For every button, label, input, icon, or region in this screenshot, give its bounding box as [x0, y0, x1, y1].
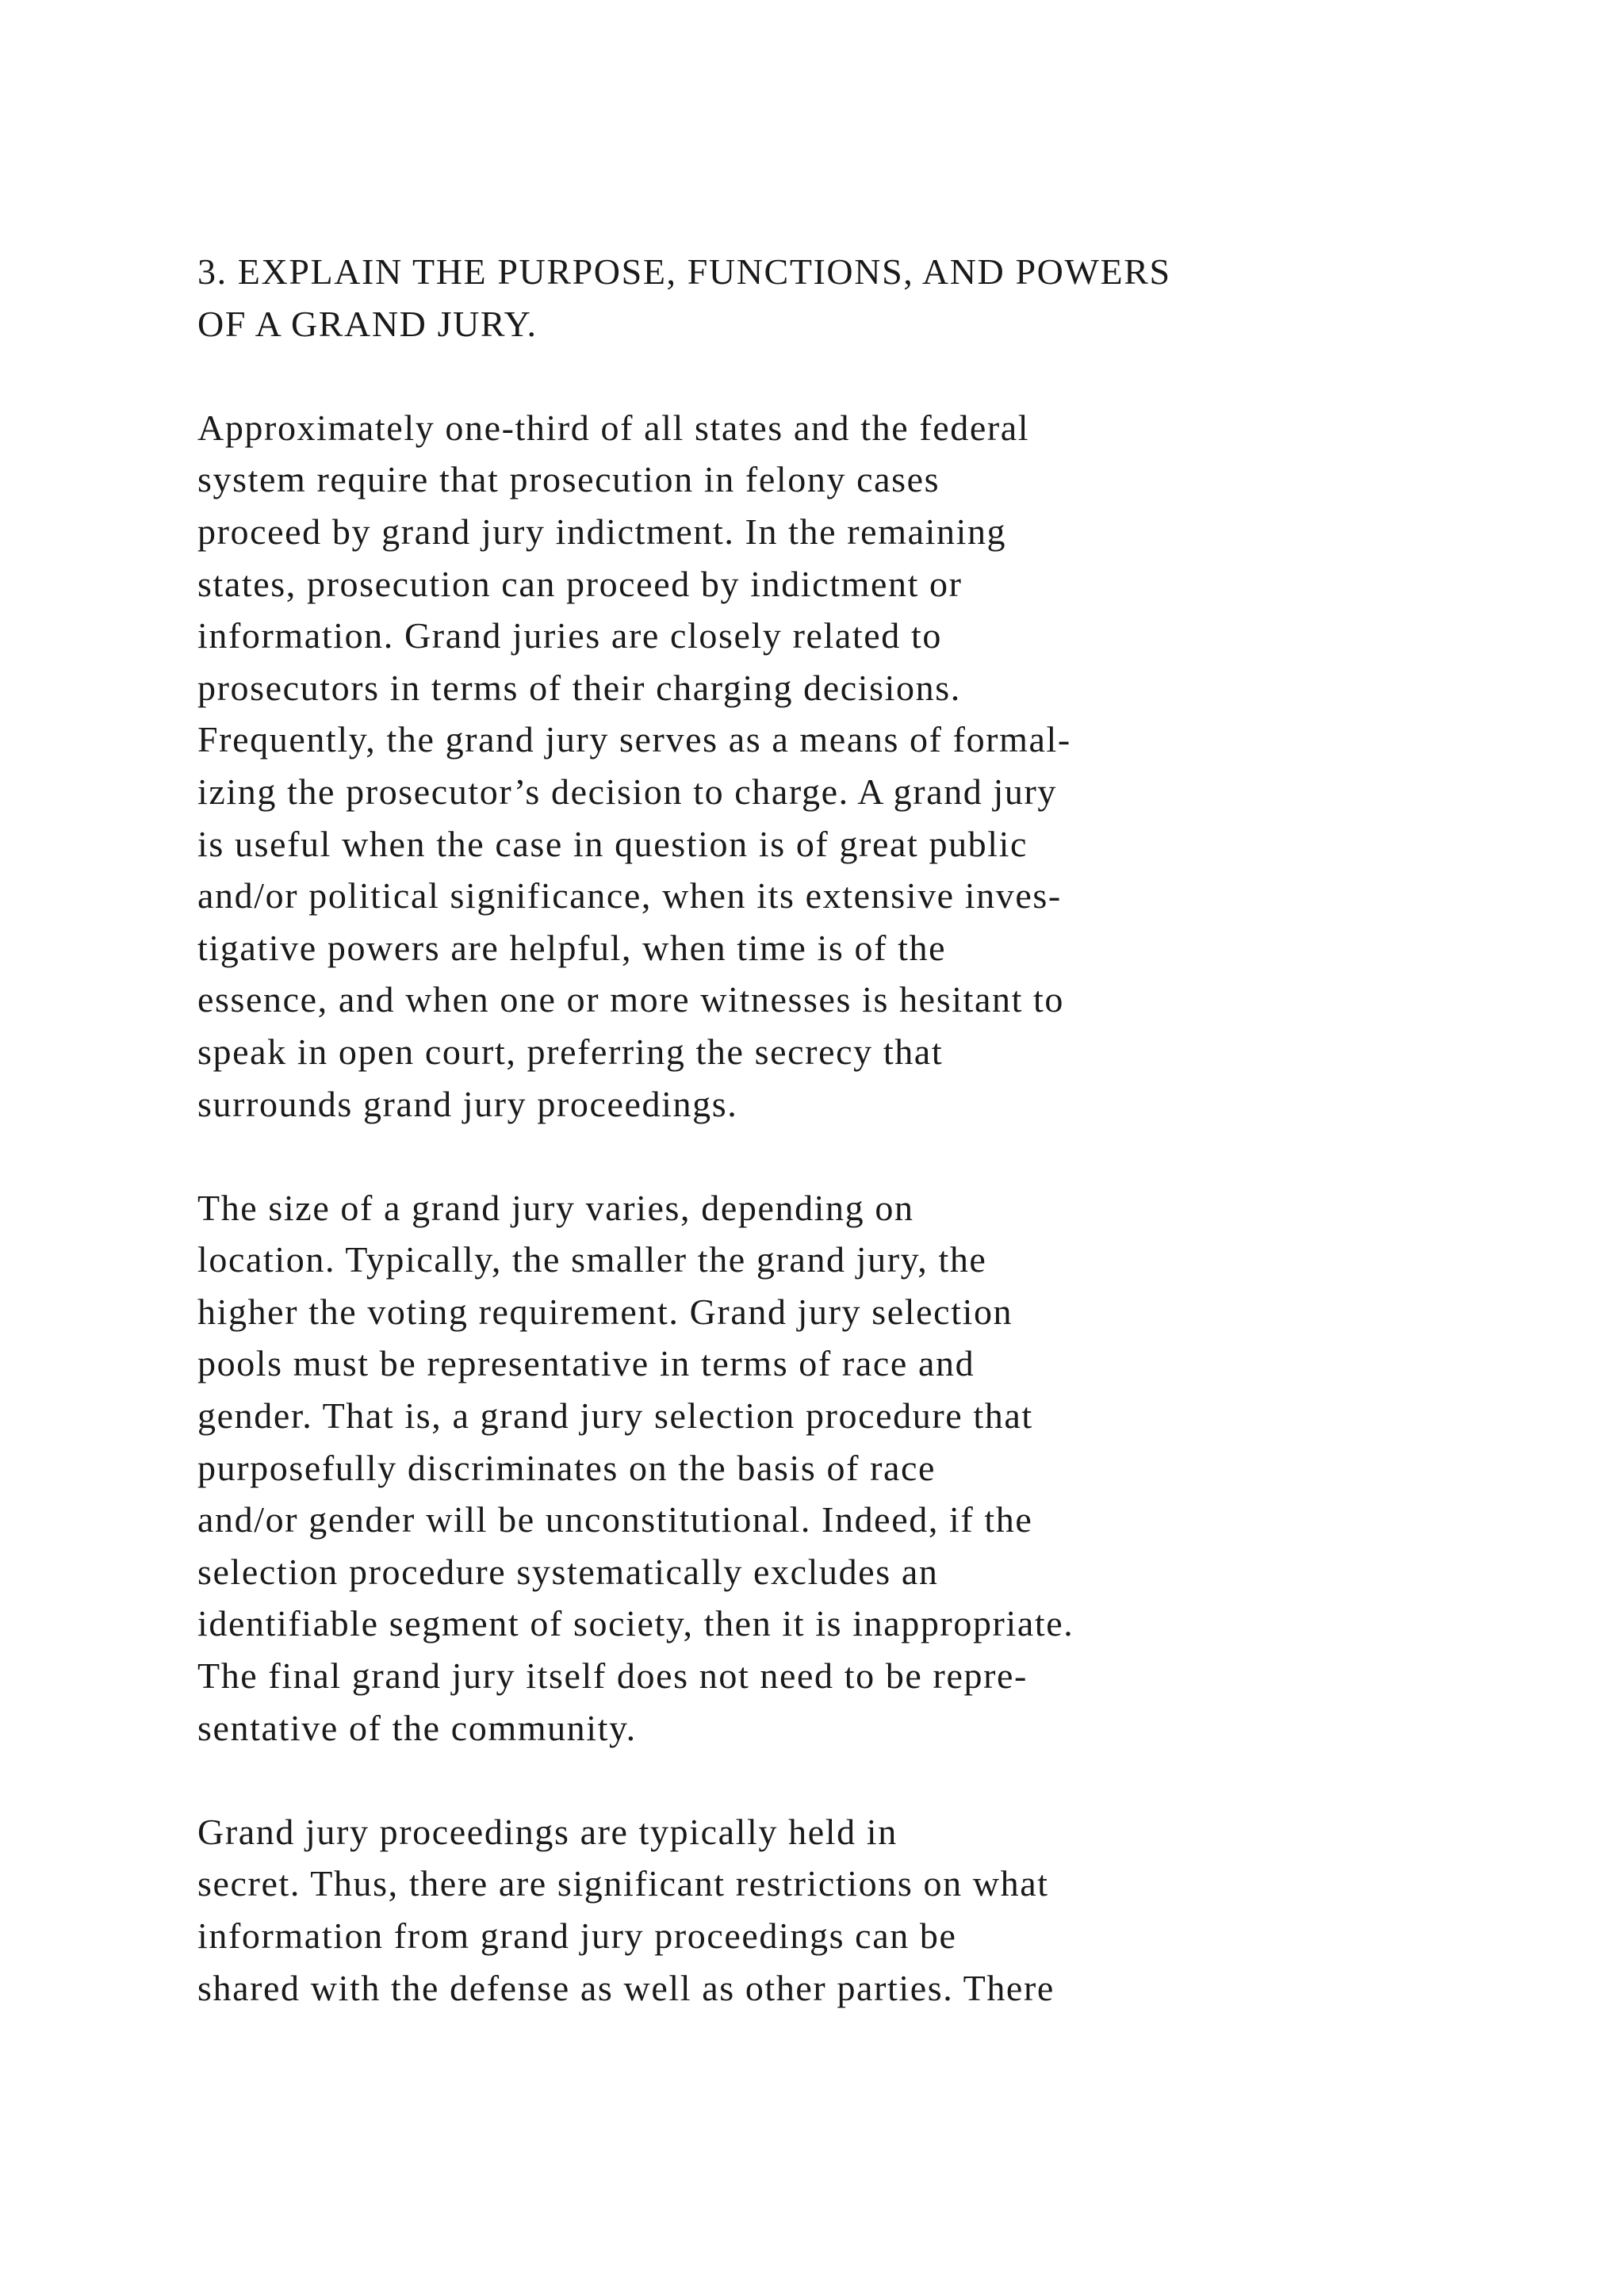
section-heading	[197, 246, 1434, 350]
paragraph-grand-jury-secrecy	[197, 1806, 1434, 2014]
paragraph-gap	[197, 350, 1434, 402]
paragraph-line: izing the prosecutor’s decision to charge. A grand jury	[197, 771, 1058, 812]
paragraph-line: surrounds grand jury proceedings.	[197, 1083, 738, 1124]
paragraph-line: Grand jury proceedings are typically held in	[197, 1811, 898, 1852]
paragraph-gap	[197, 1130, 1434, 1182]
paragraph-line: The final grand jury itself does not need to be repre-	[197, 1655, 1028, 1697]
paragraph-line: tigative powers are helpful, when time is of the	[197, 927, 947, 968]
paragraph-line: prosecutors in terms of their charging decisions.	[197, 667, 961, 708]
paragraph-line: secret. Thus, there are significant restrictions on what	[197, 1863, 1049, 1904]
paragraph-line: proceed by grand jury indictment. In the remaining	[197, 511, 1007, 552]
paragraph-line: information from grand jury proceedings can be	[197, 1915, 957, 1956]
paragraph-line: pools must be representative in terms of race and	[197, 1343, 975, 1384]
paragraph-line: selection procedure systematically excludes an	[197, 1551, 939, 1592]
paragraph-line: states, prosecution can proceed by indictment or	[197, 563, 963, 604]
paragraph-line: location. Typically, the smaller the grand jury, the	[197, 1239, 987, 1280]
paragraph-line: Frequently, the grand jury serves as a means of formal-	[197, 719, 1071, 760]
heading-line: 3. EXPLAIN THE PURPOSE, FUNCTIONS, AND POWERS	[197, 251, 1171, 292]
paragraph-line: system require that prosecution in felony cases	[197, 459, 940, 500]
paragraph-gap	[197, 1754, 1434, 1806]
paragraph-grand-jury-use	[197, 402, 1434, 1130]
paragraph-line: Approximately one-third of all states and the federal	[197, 407, 1030, 448]
paragraph-line: sentative of the community.	[197, 1707, 637, 1748]
paragraph-line: information. Grand juries are closely related to	[197, 615, 942, 656]
paragraph-grand-jury-size	[197, 1182, 1434, 1755]
paragraph-line: is useful when the case in question is of great public	[197, 823, 1028, 864]
paragraph-line: shared with the defense as well as other parties. There	[197, 1967, 1055, 2008]
paragraph-line: and/or gender will be unconstitutional. Indeed, if the	[197, 1499, 1033, 1540]
paragraph-line: The size of a grand jury varies, depending on	[197, 1187, 914, 1228]
document-text	[197, 246, 1434, 2014]
paragraph-line: gender. That is, a grand jury selection procedure that	[197, 1395, 1033, 1437]
paragraph-line: higher the voting requirement. Grand jury selection	[197, 1291, 1013, 1332]
paragraph-line: purposefully discriminates on the basis of race	[197, 1447, 936, 1488]
paragraph-line: and/or political significance, when its extensive inves-	[197, 875, 1062, 916]
paragraph-line: essence, and when one or more witnesses is hesitant to	[197, 979, 1065, 1020]
paragraph-line: identifiable segment of society, then it is inappropriate.	[197, 1603, 1074, 1644]
paragraph-line: speak in open court, preferring the secrecy that	[197, 1031, 944, 1072]
heading-line: OF A GRAND JURY.	[197, 303, 538, 344]
